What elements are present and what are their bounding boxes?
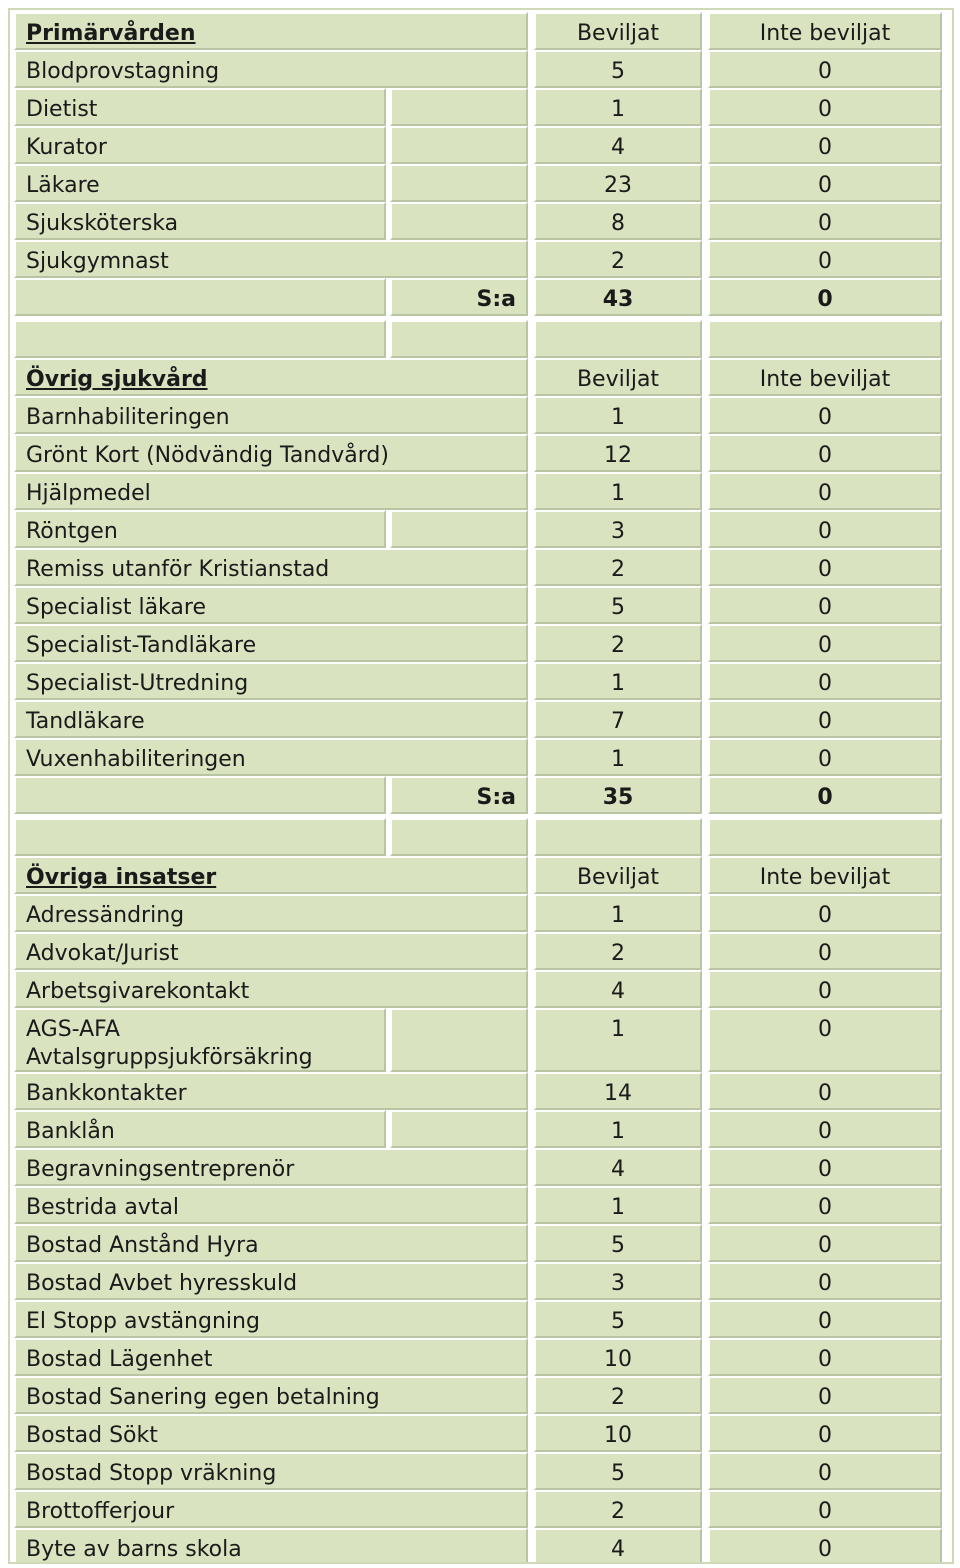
row-label: Blodprovstagning bbox=[14, 50, 528, 88]
row-denied: 0 bbox=[708, 662, 942, 700]
row-denied: 0 bbox=[708, 1452, 942, 1490]
empty-cell bbox=[534, 818, 702, 856]
table-row bbox=[14, 202, 950, 240]
row-approved: 1 bbox=[534, 662, 702, 700]
row-denied: 0 bbox=[708, 396, 942, 434]
row-approved: 2 bbox=[534, 240, 702, 278]
table-row bbox=[14, 510, 950, 548]
row-approved: 3 bbox=[534, 1262, 702, 1300]
row-denied: 0 bbox=[708, 1262, 942, 1300]
row-denied: 0 bbox=[708, 1338, 942, 1376]
table-row bbox=[14, 88, 950, 126]
row-label: Dietist bbox=[14, 88, 386, 126]
table-row bbox=[14, 1338, 950, 1376]
row-label: Sjukgymnast bbox=[14, 240, 528, 278]
row-denied: 0 bbox=[708, 1072, 942, 1110]
empty-cell bbox=[14, 818, 386, 856]
row-approved: 1 bbox=[534, 738, 702, 776]
row-approved: 23 bbox=[534, 164, 702, 202]
section-title: Övrig sjukvård bbox=[14, 358, 528, 396]
table-row bbox=[14, 624, 950, 662]
row-denied: 0 bbox=[708, 624, 942, 662]
row-label: Advokat/Jurist bbox=[14, 932, 528, 970]
row-denied: 0 bbox=[708, 700, 942, 738]
table-row bbox=[14, 1262, 950, 1300]
row-denied: 0 bbox=[708, 894, 942, 932]
row-denied: 0 bbox=[708, 1528, 942, 1564]
empty-cell bbox=[534, 320, 702, 358]
section-title: Primärvården bbox=[14, 12, 528, 50]
sum-label: S:a bbox=[390, 776, 528, 814]
sum-denied: 0 bbox=[708, 278, 942, 316]
row-denied: 0 bbox=[708, 1300, 942, 1338]
row-denied: 0 bbox=[708, 1414, 942, 1452]
row-approved: 5 bbox=[534, 586, 702, 624]
row-denied: 0 bbox=[708, 1110, 942, 1148]
table-row bbox=[14, 1452, 950, 1490]
row-approved: 1 bbox=[534, 894, 702, 932]
table-row bbox=[14, 1148, 950, 1186]
row-label: Sjuksköterska bbox=[14, 202, 386, 240]
row-label: Specialist-Tandläkare bbox=[14, 624, 528, 662]
row-approved: 3 bbox=[534, 510, 702, 548]
row-denied: 0 bbox=[708, 1490, 942, 1528]
row-approved: 4 bbox=[534, 1528, 702, 1564]
row-label: Specialist-Utredning bbox=[14, 662, 528, 700]
table-row bbox=[14, 932, 950, 970]
row-denied: 0 bbox=[708, 1008, 942, 1072]
column-header-denied: Inte beviljat bbox=[708, 358, 942, 396]
row-approved: 8 bbox=[534, 202, 702, 240]
empty-cell bbox=[390, 1110, 528, 1148]
row-denied: 0 bbox=[708, 1376, 942, 1414]
table-row bbox=[14, 1186, 950, 1224]
statistics-table bbox=[8, 8, 954, 1564]
row-denied: 0 bbox=[708, 1224, 942, 1262]
spacer-row bbox=[14, 320, 950, 358]
row-label: Bostad Avbet hyresskuld bbox=[14, 1262, 528, 1300]
column-header-approved: Beviljat bbox=[534, 12, 702, 50]
row-approved: 5 bbox=[534, 50, 702, 88]
row-label: Bostad Anstånd Hyra bbox=[14, 1224, 528, 1262]
row-label: Läkare bbox=[14, 164, 386, 202]
row-approved: 1 bbox=[534, 396, 702, 434]
table-row bbox=[14, 700, 950, 738]
column-header-approved: Beviljat bbox=[534, 856, 702, 894]
table-row bbox=[14, 1072, 950, 1110]
row-denied: 0 bbox=[708, 548, 942, 586]
table-row bbox=[14, 472, 950, 510]
table-row bbox=[14, 1414, 950, 1452]
row-approved: 4 bbox=[534, 1148, 702, 1186]
row-approved: 1 bbox=[534, 472, 702, 510]
empty-cell bbox=[708, 818, 942, 856]
table-row bbox=[14, 1376, 950, 1414]
table-row bbox=[14, 396, 950, 434]
row-approved: 4 bbox=[534, 970, 702, 1008]
row-approved: 5 bbox=[534, 1224, 702, 1262]
empty-cell bbox=[390, 88, 528, 126]
row-label: Hjälpmedel bbox=[14, 472, 528, 510]
table-row bbox=[14, 738, 950, 776]
row-denied: 0 bbox=[708, 50, 942, 88]
row-approved: 1 bbox=[534, 1110, 702, 1148]
row-approved: 12 bbox=[534, 434, 702, 472]
row-label: Specialist läkare bbox=[14, 586, 528, 624]
table-row bbox=[14, 50, 950, 88]
table-row bbox=[14, 1490, 950, 1528]
row-approved: 5 bbox=[534, 1452, 702, 1490]
row-approved: 2 bbox=[534, 548, 702, 586]
sum-label: S:a bbox=[390, 278, 528, 316]
row-label: Bostad Sanering egen betalning bbox=[14, 1376, 528, 1414]
row-approved: 7 bbox=[534, 700, 702, 738]
row-label: Bostad Stopp vräkning bbox=[14, 1452, 528, 1490]
row-denied: 0 bbox=[708, 738, 942, 776]
section-header-row bbox=[14, 12, 950, 50]
spacer-row bbox=[14, 818, 950, 856]
row-approved: 2 bbox=[534, 1376, 702, 1414]
empty-cell bbox=[390, 818, 528, 856]
row-label: Arbetsgivarekontakt bbox=[14, 970, 528, 1008]
empty-cell bbox=[708, 320, 942, 358]
table-row bbox=[14, 1300, 950, 1338]
row-approved: 2 bbox=[534, 1490, 702, 1528]
row-label: Brottofferjour bbox=[14, 1490, 528, 1528]
sum-row bbox=[14, 278, 950, 316]
row-denied: 0 bbox=[708, 240, 942, 278]
row-denied: 0 bbox=[708, 932, 942, 970]
row-approved: 1 bbox=[534, 88, 702, 126]
row-denied: 0 bbox=[708, 1148, 942, 1186]
row-label: Bankkontakter bbox=[14, 1072, 528, 1110]
column-header-approved: Beviljat bbox=[534, 358, 702, 396]
row-label: El Stopp avstängning bbox=[14, 1300, 528, 1338]
row-label: Adressändring bbox=[14, 894, 528, 932]
row-label: Barnhabiliteringen bbox=[14, 396, 528, 434]
empty-cell bbox=[390, 320, 528, 358]
row-approved: 1 bbox=[534, 1186, 702, 1224]
row-denied: 0 bbox=[708, 434, 942, 472]
column-header-denied: Inte beviljat bbox=[708, 12, 942, 50]
section-title: Övriga insatser bbox=[14, 856, 528, 894]
empty-cell bbox=[14, 278, 386, 316]
empty-cell bbox=[390, 164, 528, 202]
row-denied: 0 bbox=[708, 1186, 942, 1224]
sum-approved: 35 bbox=[534, 776, 702, 814]
row-label: Röntgen bbox=[14, 510, 386, 548]
row-approved: 4 bbox=[534, 126, 702, 164]
table-row bbox=[14, 1008, 950, 1072]
sum-approved: 43 bbox=[534, 278, 702, 316]
table-row bbox=[14, 164, 950, 202]
section-header-row bbox=[14, 358, 950, 396]
table-row bbox=[14, 548, 950, 586]
table-row bbox=[14, 970, 950, 1008]
row-label: Remiss utanför Kristianstad bbox=[14, 548, 528, 586]
table-row bbox=[14, 894, 950, 932]
row-label: Tandläkare bbox=[14, 700, 528, 738]
table-row bbox=[14, 1528, 950, 1564]
row-label: Bestrida avtal bbox=[14, 1186, 528, 1224]
table-row bbox=[14, 662, 950, 700]
row-label: Kurator bbox=[14, 126, 386, 164]
empty-cell bbox=[390, 1008, 528, 1072]
row-label: Grönt Kort (Nödvändig Tandvård) bbox=[14, 434, 528, 472]
row-label: AGS-AFA Avtalsgruppsjukförsäkring bbox=[14, 1008, 386, 1072]
empty-cell bbox=[390, 510, 528, 548]
section-header-row bbox=[14, 856, 950, 894]
table-row bbox=[14, 1224, 950, 1262]
empty-cell bbox=[390, 202, 528, 240]
row-label: Vuxenhabiliteringen bbox=[14, 738, 528, 776]
column-header-denied: Inte beviljat bbox=[708, 856, 942, 894]
table-row bbox=[14, 586, 950, 624]
row-label: Bostad Sökt bbox=[14, 1414, 528, 1452]
row-denied: 0 bbox=[708, 164, 942, 202]
table-row bbox=[14, 240, 950, 278]
row-approved: 2 bbox=[534, 624, 702, 662]
table-row bbox=[14, 126, 950, 164]
row-label: Bostad Lägenhet bbox=[14, 1338, 528, 1376]
empty-cell bbox=[390, 126, 528, 164]
row-approved: 10 bbox=[534, 1338, 702, 1376]
row-denied: 0 bbox=[708, 126, 942, 164]
row-approved: 2 bbox=[534, 932, 702, 970]
sum-row bbox=[14, 776, 950, 814]
row-approved: 1 bbox=[534, 1008, 702, 1072]
row-label: Byte av barns skola bbox=[14, 1528, 528, 1564]
row-approved: 5 bbox=[534, 1300, 702, 1338]
row-denied: 0 bbox=[708, 970, 942, 1008]
table-row bbox=[14, 434, 950, 472]
row-label: Banklån bbox=[14, 1110, 386, 1148]
empty-cell bbox=[14, 776, 386, 814]
row-denied: 0 bbox=[708, 472, 942, 510]
row-denied: 0 bbox=[708, 586, 942, 624]
empty-cell bbox=[14, 320, 386, 358]
sum-denied: 0 bbox=[708, 776, 942, 814]
row-denied: 0 bbox=[708, 510, 942, 548]
row-approved: 14 bbox=[534, 1072, 702, 1110]
row-label: Begravningsentreprenör bbox=[14, 1148, 528, 1186]
row-denied: 0 bbox=[708, 202, 942, 240]
table-row bbox=[14, 1110, 950, 1148]
row-denied: 0 bbox=[708, 88, 942, 126]
row-approved: 10 bbox=[534, 1414, 702, 1452]
